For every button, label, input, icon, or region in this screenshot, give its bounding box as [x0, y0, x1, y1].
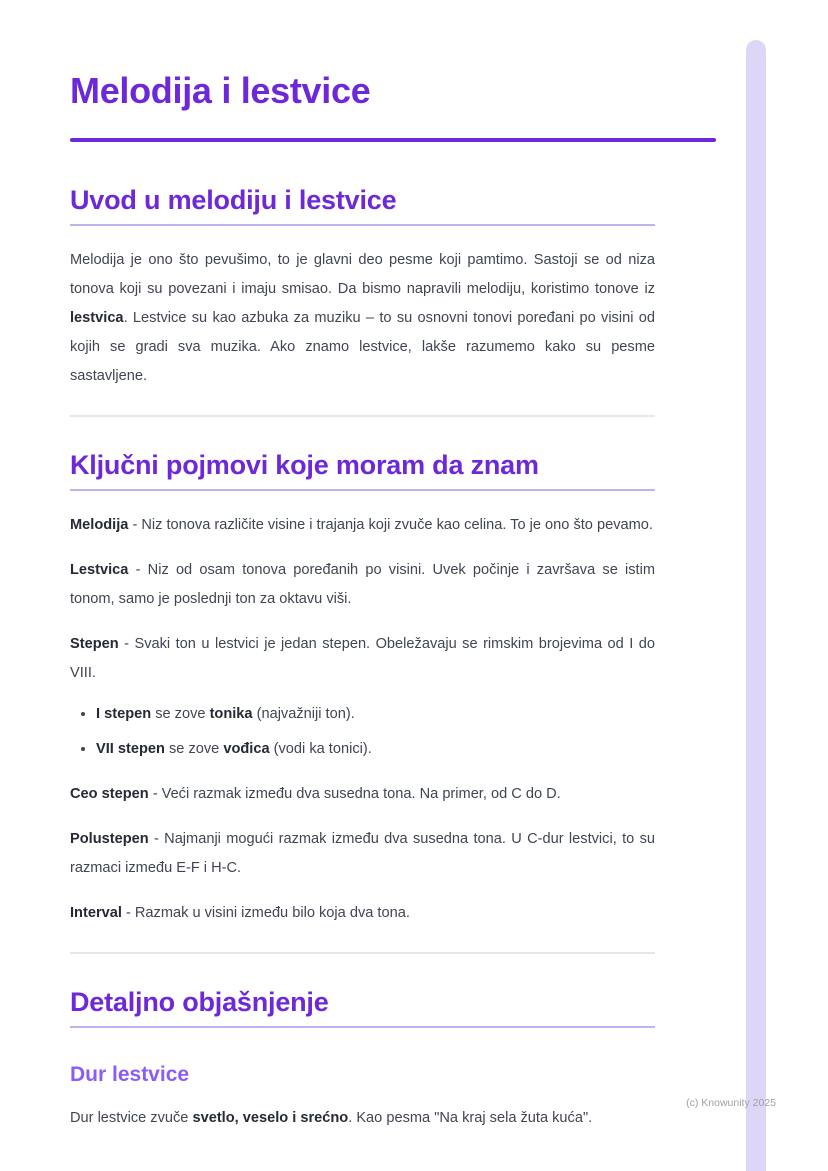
- definition-ceo-stepen: Ceo stepen - Veći razmak između dva susedna tona. Na primer, od C do D.: [70, 786, 561, 802]
- scrollbar-thumb[interactable]: [746, 40, 766, 1171]
- definition-lestvica: Lestvica - Niz od osam tonova poređanih po visini. Uvek počinje i završava se istim tonom, samo je poslednji ton za oktavu viši.: [70, 562, 655, 607]
- section-heading-rule: [70, 224, 655, 226]
- section-divider: [70, 952, 655, 954]
- section-heading-kljucni-pojmovi: Ključni pojmovi koje moram da znam: [70, 450, 539, 480]
- stepen-bullet-list: [70, 700, 655, 764]
- section-divider: [70, 415, 655, 417]
- list-item-vodjica: • VII stepen se zove vođica (vodi ka tonici).: [96, 735, 655, 764]
- section-uvod: [70, 184, 655, 391]
- paragraph-dur-lestvice: Dur lestvice zvuče svetlo, veselo i srećno. Kao pesma "Na kraj sela žuta kuća".: [70, 1110, 593, 1126]
- copyright-text: (c) Knowunity 2025: [686, 1097, 776, 1109]
- definition-melodija: Melodija - Niz tonova različite visine i trajanja koji zvuče kao celina. To je ono što pevamo.: [70, 517, 653, 533]
- definition-interval: Interval - Razmak u visini između bilo koja dva tona.: [70, 905, 410, 921]
- list-item-tonika: • I stepen se zove tonika (najvažniji ton).: [96, 700, 655, 729]
- definition-stepen: Stepen - Svaki ton u lestvici je jedan stepen. Obeležavaju se rimskim brojevima od I do VIII.: [70, 636, 655, 681]
- subsection-heading-dur-lestvice: Dur lestvice: [70, 1063, 190, 1086]
- definition-polustepen: Polustepen - Najmanji mogući razmak između dva susedna tona. U C-dur lestvici, to su razmaci između E-F i H-C.: [70, 831, 655, 876]
- paragraph-uvod: Melodija je ono što pevušimo, to je glavni deo pesme koji pamtimo. Sastoji se od niza tonova koji su povezani i imaju smisao. Da bismo napravili melodiju, koristimo tonove iz lestvica. Lestvice su kao azbuka za muziku – to su osnovni tonovi poređani po visini od kojih se gradi sva muzika. Ako znamo lestvice, lakše razumemo kako su pesme sastavljene.: [70, 252, 655, 384]
- page-title: Melodija i lestvice: [70, 70, 371, 111]
- section-heading-rule: [70, 1026, 655, 1028]
- section-heading-detaljno: Detaljno objašnjenje: [70, 987, 329, 1017]
- document-content: [70, 0, 655, 1133]
- section-detaljno-objasnjenje: [70, 986, 655, 1133]
- title-rule: [70, 138, 716, 142]
- section-heading-rule: [70, 489, 655, 491]
- section-heading-uvod: Uvod u melodiju i lestvice: [70, 185, 397, 215]
- section-kljucni-pojmovi: [70, 449, 655, 928]
